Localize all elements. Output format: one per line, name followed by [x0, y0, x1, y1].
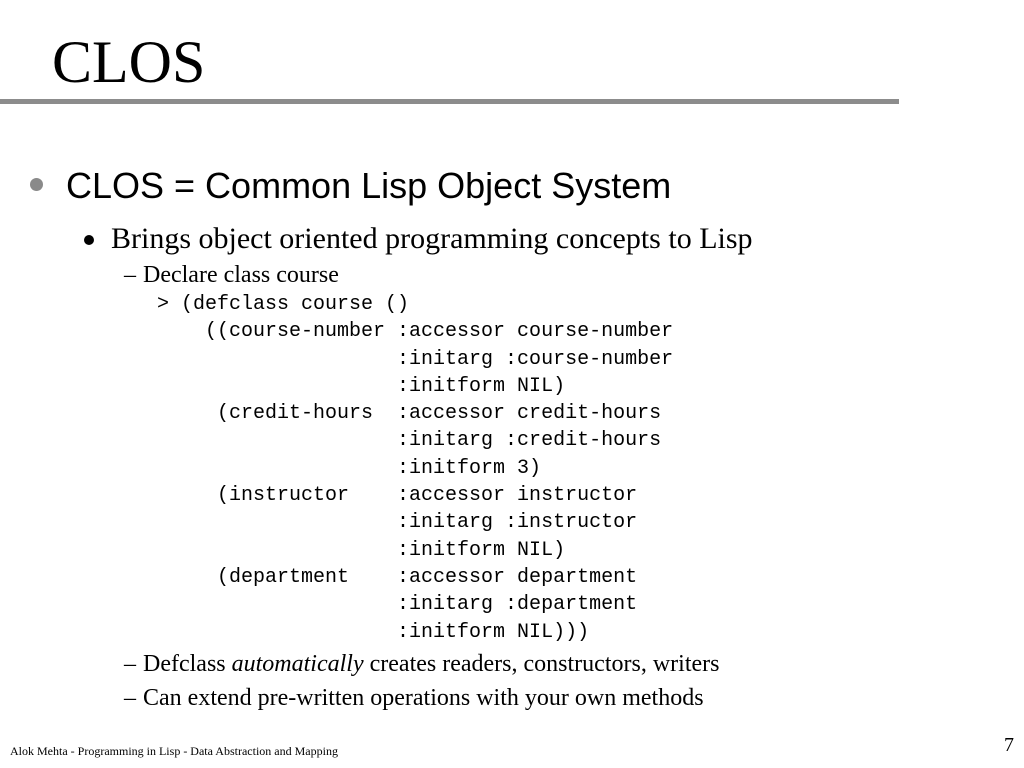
slide-title: CLOS: [52, 29, 206, 95]
sub-bullet-defclass: [124, 650, 719, 678]
sub-bullet-declare: [124, 261, 339, 289]
bullet-dot-icon: [30, 178, 43, 191]
emphasis-automatically: automatically: [231, 651, 364, 677]
title-underline: [0, 99, 899, 104]
sub-bullet-defclass-text-start: Defclass: [143, 651, 232, 677]
sub-bullet-declare-text: Declare class course: [143, 262, 339, 288]
page-number: 7: [1004, 734, 1014, 756]
dash-marker: –: [124, 651, 136, 677]
bullet-dot-icon: [84, 235, 94, 245]
sub-bullet-extend-text: Can extend pre-written operations with your own methods: [143, 685, 704, 711]
bullet-level1-text: CLOS = Common Lisp Object System: [66, 165, 672, 206]
dash-marker: –: [124, 262, 136, 288]
slide-footer: Alok Mehta - Programming in Lisp - Data Abstraction and Mapping: [10, 744, 338, 758]
dash-marker: –: [124, 685, 136, 711]
bullet-level2-text: Brings object oriented programming concepts to Lisp: [111, 222, 753, 255]
sub-bullet-defclass-text-end: creates readers, constructors, writers: [363, 651, 720, 677]
sub-bullet-extend: [124, 684, 704, 712]
defclass-code-block: > (defclass course () ((course-number :accessor course-number :initarg :course-number :initform NIL) (credit-hours :accessor credit-hours :initarg :credit-hours :initform 3) (instructor :accessor instructor :initarg :instructor :initform NIL) (department :accessor department :initarg :department :initform NIL))): [157, 293, 674, 644]
